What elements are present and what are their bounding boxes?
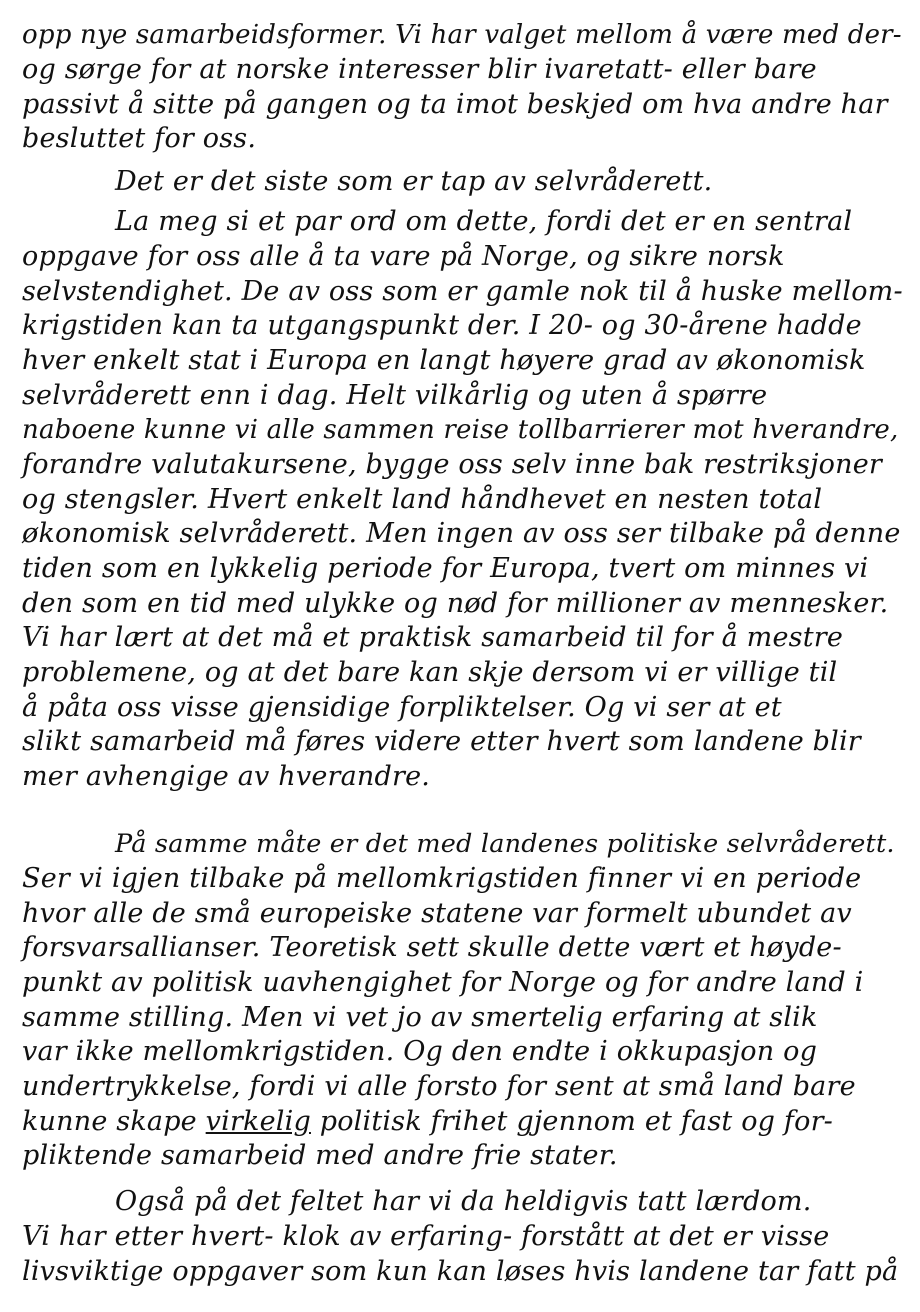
text-line: Vi har etter hvert- klok av erfaring- forstått at det er visse <box>22 1221 830 1252</box>
text-segment: kunne skape <box>22 1106 206 1137</box>
text-line: og stengsler. Hvert enkelt land håndhevet en nesten total <box>22 484 823 515</box>
text-line: å påta oss visse gjensidige forpliktelser. Og vi ser at et <box>22 692 782 723</box>
text-line: problemene, og at det bare kan skje dersom vi er villige til <box>22 657 838 688</box>
text-line: Ser vi igjen tilbake på mellomkrigstiden finner vi en periode <box>22 863 862 894</box>
text-segment: politisk frihet gjennom et fast og for- <box>310 1106 834 1137</box>
text-line: økonomisk selvråderett. Men ingen av oss ser tilbake på denne <box>22 518 901 549</box>
text-line: naboene kunne vi alle sammen reise tollbarrierer mot hverandre, <box>22 415 899 445</box>
text-line: tiden som en lykkelig periode for Europa, tvert om minnes vi <box>22 553 869 584</box>
text-line: På samme måte er det med landenes politiske selvråderett. <box>115 829 895 859</box>
underlined-word: virkelig <box>205 1106 311 1137</box>
text-line: opp nye samarbeidsformer. Vi har valget mellom å være med der- <box>22 20 902 50</box>
text-line: Vi har lært at det må et praktisk samarbeid til for å mestre <box>22 622 844 653</box>
text-line: La meg si et par ord om dette, fordi det er en sentral <box>115 206 853 237</box>
text-line: selvstendighet. De av oss som er gamle nok til å huske mellom- <box>22 276 903 307</box>
text-line: punkt av politisk uavhengighet for Norge og for andre land i <box>22 967 864 998</box>
text-line: forandre valutakursene, bygge oss selv inne bak restriksjoner <box>22 449 883 480</box>
text-line: oppgave for oss alle å ta vare på Norge, og sikre norsk <box>22 241 785 272</box>
text-line: livsviktige oppgaver som kun kan løses hvis landene tar fatt på <box>22 1256 899 1287</box>
text-line: var ikke mellomkrigstiden. Og den endte i okkupasjon og <box>22 1036 818 1067</box>
text-line: hvor alle de små europeiske statene var formelt ubundet av <box>22 898 852 929</box>
text-line: Også på det feltet har vi da heldigvis tatt lærdom. <box>115 1186 812 1217</box>
text-line: selvråderett enn i dag. Helt vilkårlig og uten å spørre <box>22 380 768 411</box>
text-line: slikt samarbeid må føres videre etter hvert som landene blir <box>22 726 861 757</box>
text-line: krigstiden kan ta utgangspunkt der. I 20- og 30-årene hadde <box>22 310 862 341</box>
text-line: mer avhengige av hverandre. <box>22 761 431 792</box>
text-line: hver enkelt stat i Europa en langt høyere grad av økonomisk <box>22 345 866 376</box>
text-line: samme stilling. Men vi vet jo av smertelig erfaring at slik <box>22 1002 818 1033</box>
text-line: Det er det siste som er tap av selvråderett. <box>115 166 713 197</box>
text-line: forsvarsallianser. Teoretisk sett skulle dette vært et høyde- <box>22 932 842 963</box>
text-line: pliktende samarbeid med andre frie stater. <box>22 1140 618 1171</box>
text-line: passivt å sitte på gangen og ta imot beskjed om hva andre har <box>22 89 888 120</box>
text-line: undertrykkelse, fordi vi alle forsto for sent at små land bare <box>22 1071 856 1102</box>
text-line: besluttet for oss. <box>22 123 257 154</box>
text-line: og sørge for at norske interesser blir ivaretatt- eller bare <box>22 54 817 85</box>
text-line <box>22 1105 833 1139</box>
text-line: den som en tid med ulykke og nød for millioner av mennesker. <box>22 588 889 619</box>
